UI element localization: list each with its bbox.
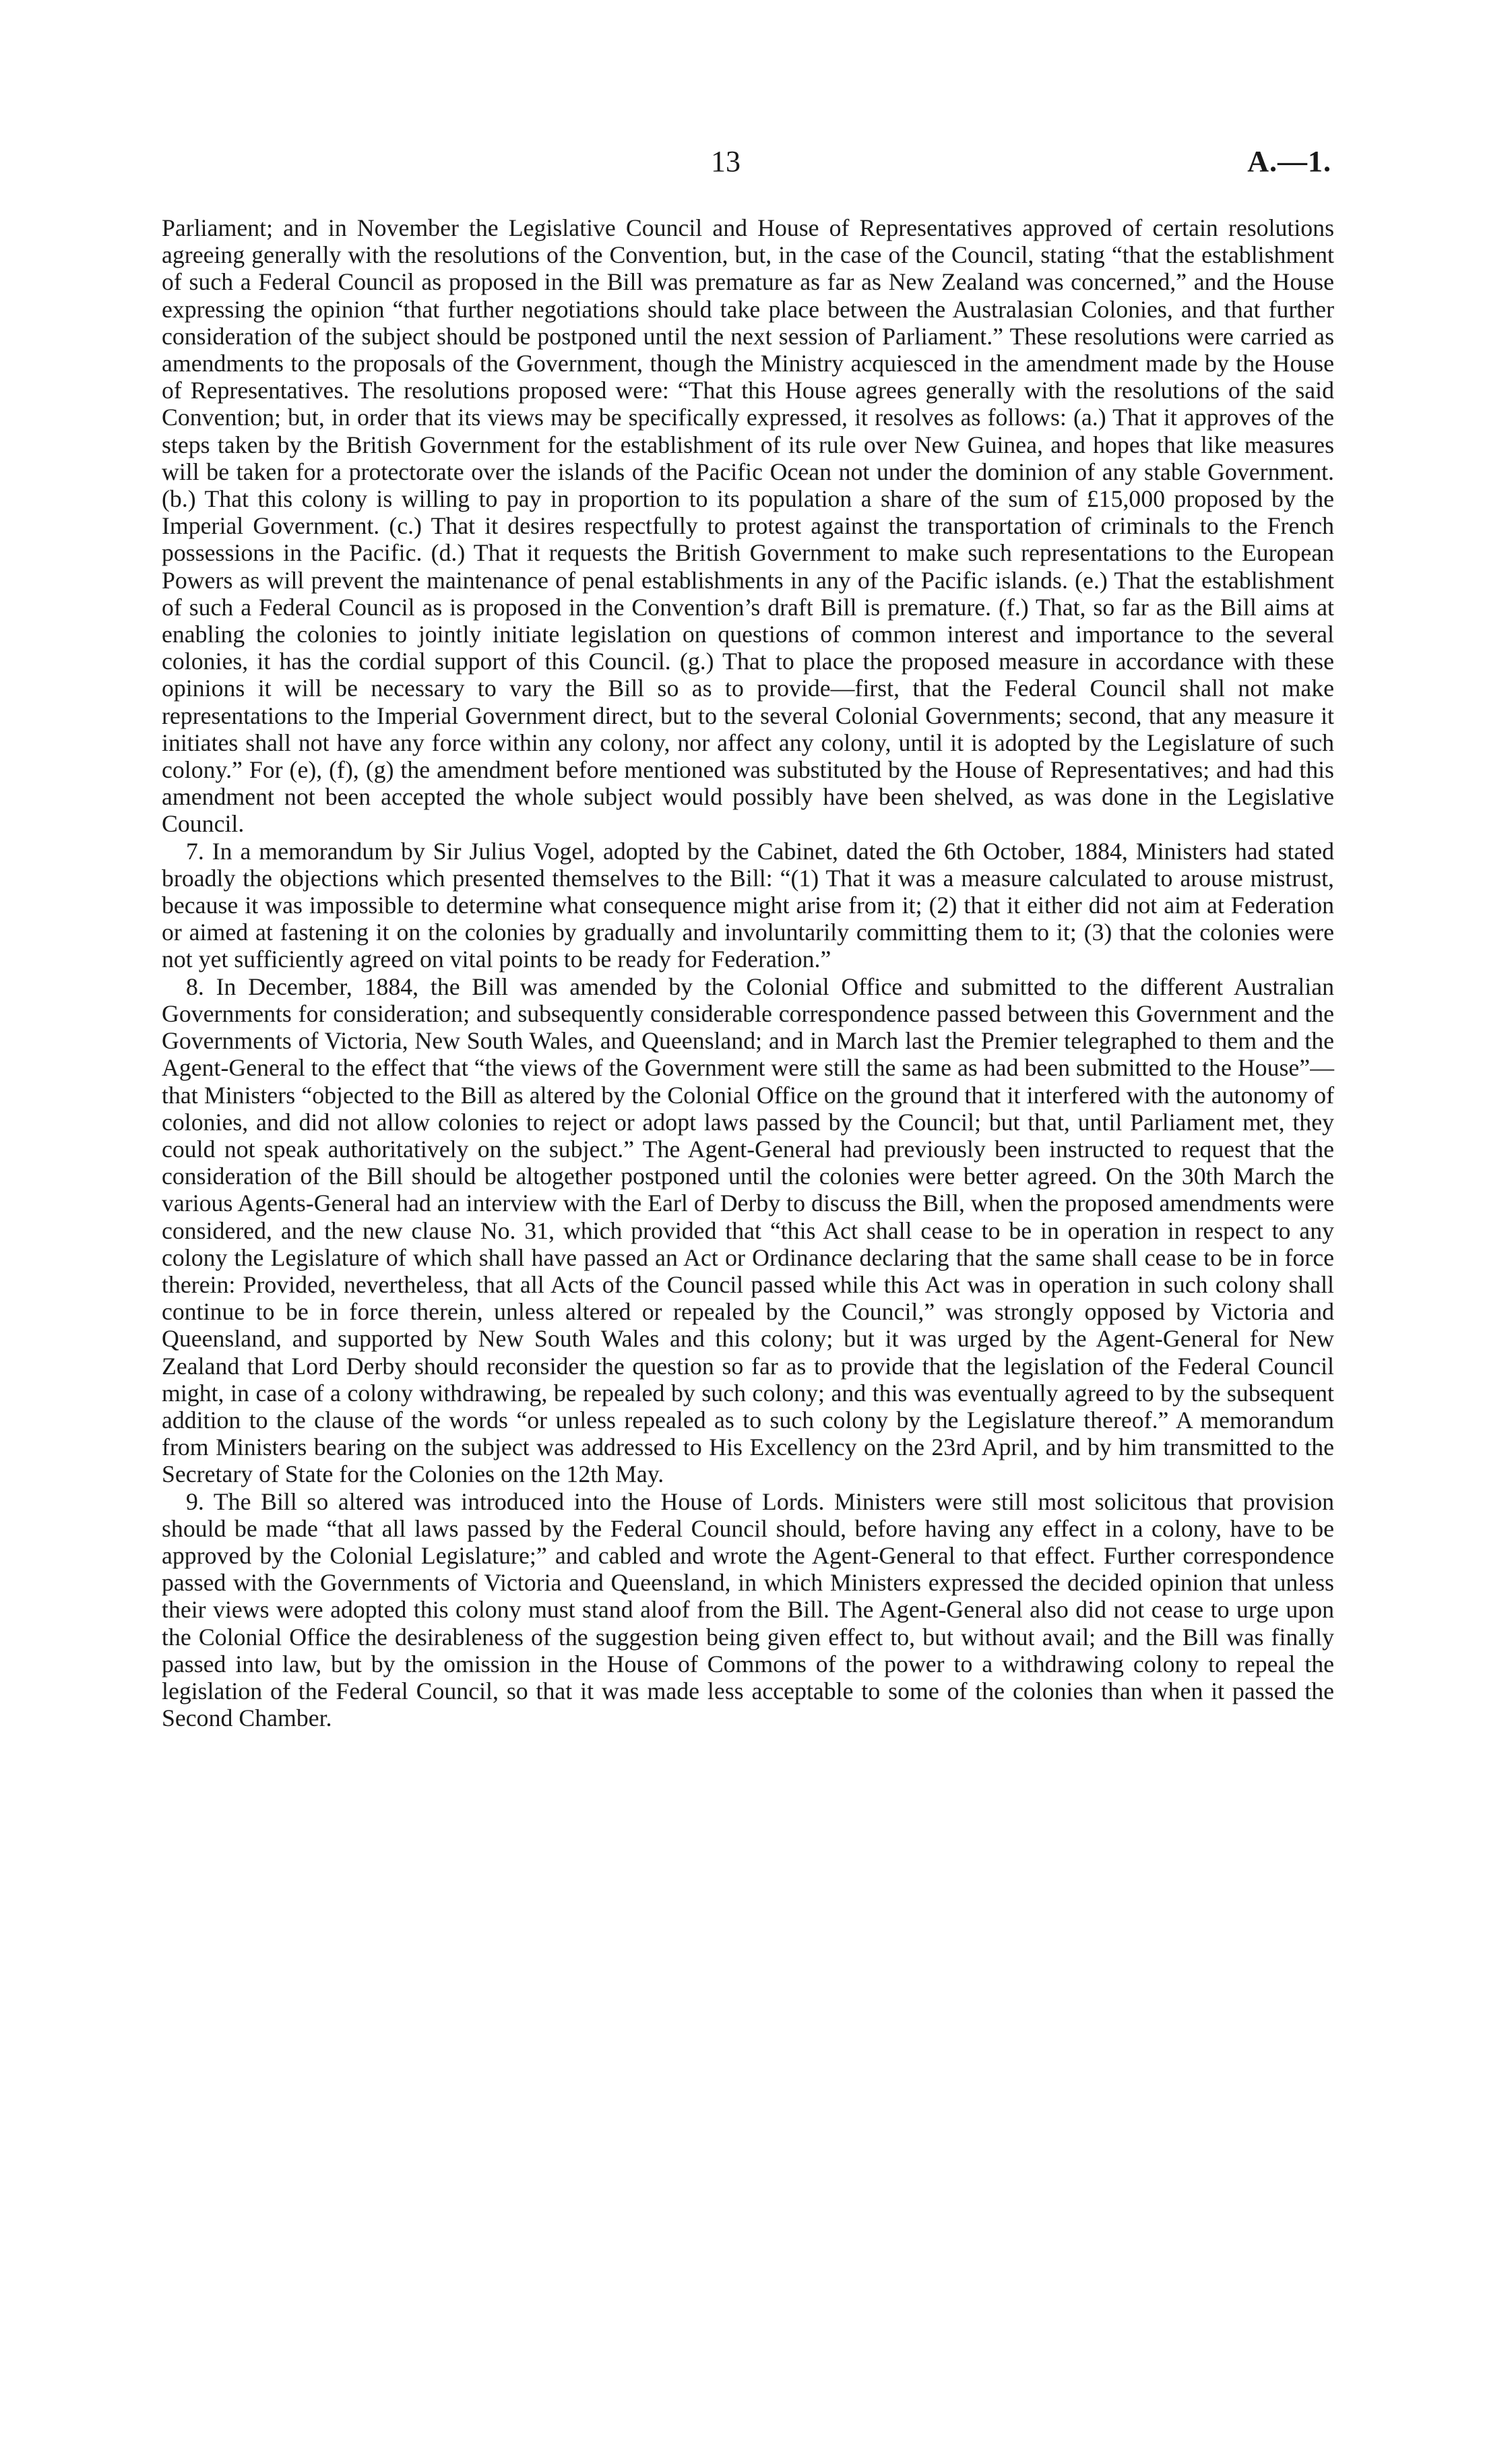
paragraph-continued: Parliament; and in November the Legislative Council and House of Representatives approved of certain resolutions agreeing generally with the resolutions of the Convention, but, in the case of the Council, stating “that the establishment of such a Federal Council as proposed in the Bill was premature as far as New Zealand was concerned,” and the House expressing the opinion “that further negotiations should take place between the Australasian Colonies, and that further consideration of the subject should be postponed until the next session of Parliament.” These resolutions were carried as amendments to the proposals of the Government, though the Ministry acquiesced in the amendment made by the House of Representatives. The resolutions proposed were: “That this House agrees generally with the resolutions of the said Convention; but, in order that its views may be specifically expressed, it resolves as follows: (a.) That it approves of the steps taken by the British Government for the establishment of its rule over New Guinea, and hopes that like measures will be taken for a protectorate over the islands of the Pacific Ocean not under the dominion of any stable Government. (b.) That this colony is willing to pay in proportion to its population a share of the sum of £15,000 proposed by the Imperial Government. (c.) That it desires respectfully to protest against the transportation of criminals to the French possessions in the Pacific. (d.) That it requests the British Government to make such representations to the European Powers as will prevent the maintenance of penal establishments in any of the Pacific islands. (e.) That the establishment of such a Federal Council as is proposed in the Convention’s draft Bill is premature. (f.) That, so far as the Bill aims at enabling the colonies to jointly initiate legislation on questions of common interest and importance to the several colonies, it has the cordial support of this Council. (g.) That to place the proposed measure in accordance with these opinions it will be necessary to vary the Bill so as to provide—first, that the Federal Council shall not make representations to the Imperial Government direct, but to the several Colonial Governments; second, that any measure it initiates shall not have any force within any colony, nor affect any colony, until it is adopted by the Legislature of such colony.” For (e), (f), (g) the amendment before mentioned was substituted by the House of Representatives; and had this amendment not been accepted the whole subject would possibly have been shelved, as was done in the Legislative Council. bbox=[162, 214, 1334, 838]
page-body bbox=[162, 214, 1334, 1731]
paragraph-7: 7. In a memorandum by Sir Julius Vogel, adopted by the Cabinet, dated the 6th October, 1884, Ministers had stated broadly the objections which presented themselves to the Bill: “(1) That it was a measure calculated to arouse mistrust, because it was impossible to determine what consequence might arise from it; (2) that it either did not aim at Federation or aimed at fastening it on the colonies by gradually and involuntarily committing them to it; (3) that the colonies were not yet sufficiently agreed on vital points to be ready for Federation.” bbox=[162, 837, 1334, 973]
page-number: 13 bbox=[711, 145, 741, 178]
paper-id: A.—1. bbox=[1247, 145, 1331, 178]
page-header bbox=[0, 142, 1512, 182]
paragraph-9: 9. The Bill so altered was introduced into the House of Lords. Ministers were still most solicitous that provision should be made “that all laws passed by the Federal Council should, before having any effect in a colony, have to be approved by the Colonial Legislature;” and cabled and wrote the Agent-General to that effect. Further correspondence passed with the Governments of Victoria and Queensland, in which Ministers expressed the decided opinion that unless their views were adopted this colony must stand aloof from the Bill. The Agent-General also did not cease to urge upon the Colonial Office the desirableness of the suggestion being given effect to, but without avail; and the Bill was finally passed into law, but by the omission in the House of Commons of the power to a withdrawing colony to repeal the legislation of the Federal Council, so that it was made less acceptable to some of the colonies than when it passed the Second Chamber. bbox=[162, 1487, 1334, 1732]
paragraph-8: 8. In December, 1884, the Bill was amended by the Colonial Office and submitted to the different Australian Governments for consideration; and subsequently considerable correspondence passed between this Government and the Governments of Victoria, New South Wales, and Queensland; and in March last the Premier telegraphed to them and the Agent-General to the effect that “the views of the Government were still the same as had been submitted to the House”—that Ministers “objected to the Bill as altered by the Colonial Office on the ground that it interfered with the autonomy of colonies, and did not allow colonies to reject or adopt laws passed by the Council; but that, until Parliament met, they could not speak authoritatively on the subject.” The Agent-General had previously been instructed to request that the consideration of the Bill should be altogether postponed until the colonies were better agreed. On the 30th March the various Agents-General had an interview with the Earl of Derby to discuss the Bill, when the proposed amendments were considered, and the new clause No. 31, which provided that “this Act shall cease to be in operation in respect to any colony the Legislature of which shall have passed an Act or Ordinance declaring that the same shall cease to be in force therein: Provided, nevertheless, that all Acts of the Council passed while this Act was in operation in such colony shall continue to be in force therein, unless altered or repealed by the Council,” was strongly opposed by Victoria and Queensland, and supported by New South Wales and this colony; but it was urged by the Agent-General for New Zealand that Lord Derby should reconsider the question so far as to provide that the legislation of the Federal Council might, in case of a colony withdrawing, be repealed by such colony; and this was eventually agreed to by the subsequent addition to the clause of the words “or unless repealed as to such colony by the Legislature thereof.” A memorandum from Ministers bearing on the subject was addressed to His Excellency on the 23rd April, and by him transmitted to the Secretary of State for the Colonies on the 12th May. bbox=[162, 973, 1334, 1488]
